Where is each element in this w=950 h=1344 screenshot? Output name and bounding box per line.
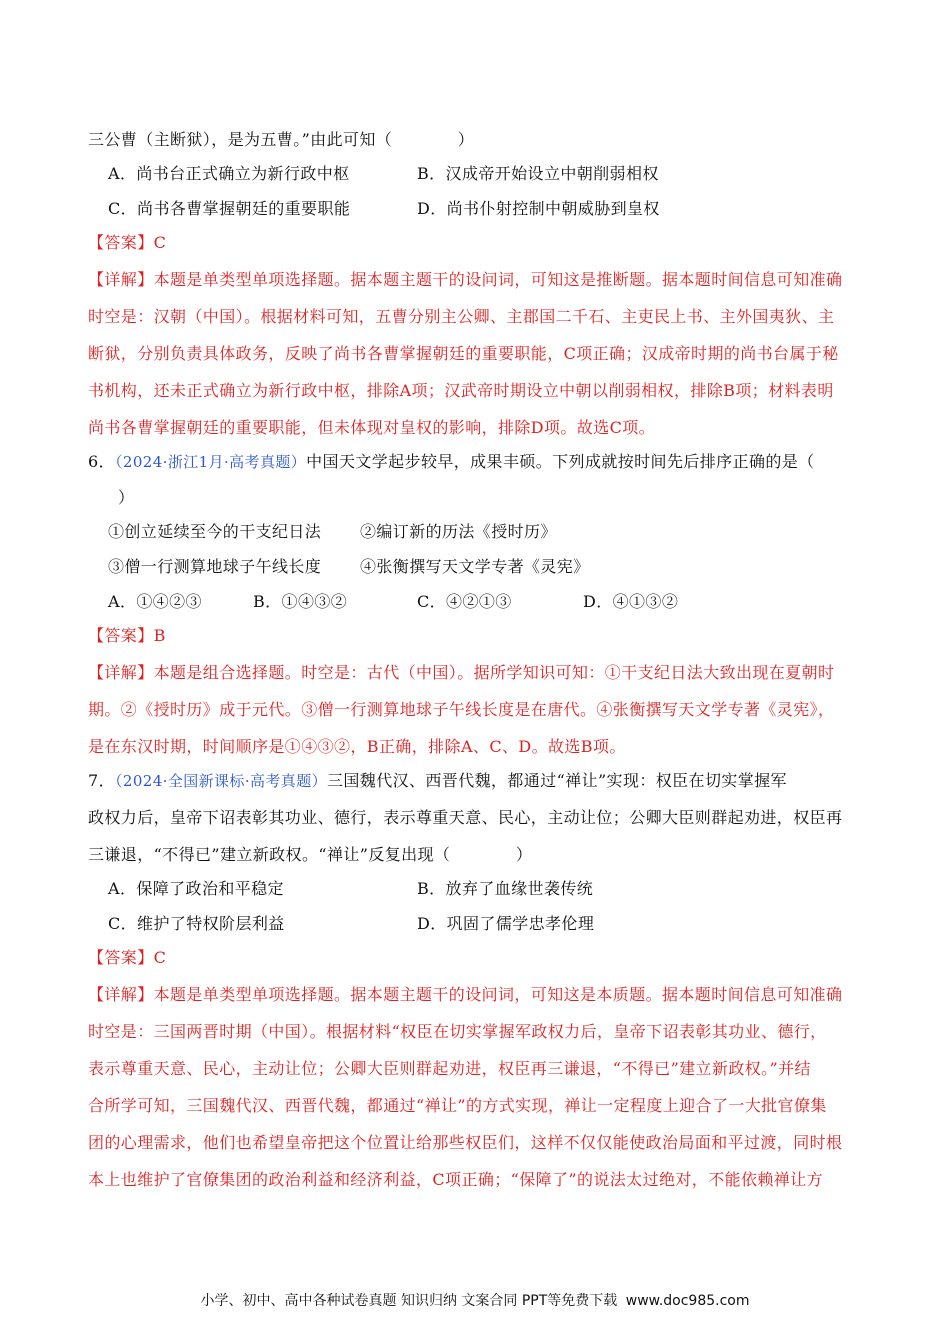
q6-number: 6． <box>88 452 115 471</box>
q5-option-a: A．尚书台正式确立为新行政中枢 <box>108 164 350 183</box>
q5-answer: 【答案】C <box>88 233 167 252</box>
q6-item-2: ②编订新的历法《授时历》 <box>360 522 557 541</box>
q7-detail-line: 本上也维护了官僚集团的政治利益和经济利益，C项正确；“保障了”的说法太过绝对，不能依赖禅让方 <box>88 1170 824 1189</box>
q5-option-b: B．汉成帝开始设立中朝削弱相权 <box>417 164 659 183</box>
q5-option-d: D．尚书仆射控制中朝威胁到皇权 <box>417 199 660 218</box>
q6-item-1: ①创立延续至今的干支纪日法 <box>108 522 322 541</box>
q7-option-d: D．巩固了儒学忠孝伦理 <box>417 914 595 933</box>
q7-stem-line1 <box>88 771 890 791</box>
q7-detail-line: 【详解】本题是单类型单项选择题。据本题主题干的设问词，可知这是本质题。据本题时间信息可知准确 <box>88 985 843 1004</box>
footer-site-link[interactable]: www.doc985.com <box>625 1293 750 1309</box>
q7-detail-line: 合所学可知，三国魏代汉、西晋代魏，都通过“禅让”的方式实现，禅让一定程度上迎合了一大批官僚集 <box>88 1096 827 1115</box>
q7-source: （2024·全国新课标·高考真题） <box>114 772 327 790</box>
q6-source: （2024·浙江1月·高考真题） <box>114 453 307 471</box>
q6-detail-line: 是在东汉时期，时间顺序是①④③②，B正确，排除A、C、D。故选B项。 <box>88 737 626 756</box>
q6-item-3: ③僧一行测算地球子午线长度 <box>108 557 322 576</box>
q6-detail-line: 【详解】本题是组合选择题。时空是：古代（中国）。据所学知识可知：①干支纪日法大致出现在夏朝时 <box>88 663 835 682</box>
q7-detail-line: 表示尊重天意、民心，主动让位；公卿大臣则群起劝进，权臣再三谦退，“不得已”建立新政权。”并结 <box>88 1059 811 1078</box>
q7-detail-line: 团的心理需求，他们也希望皇帝把这个位置让给那些权臣们，这样不仅仅能使政治局面和平过渡，同时根 <box>88 1133 843 1152</box>
q6-stem-close: ） <box>118 488 135 507</box>
q6-item-4: ④张衡撰写天文学专著《灵宪》 <box>360 557 590 576</box>
q5-detail-line: 尚书各曹掌握朝廷的重要职能，但未体现对皇权的影响，排除D项。故选C项。 <box>88 418 656 437</box>
q7-detail-line: 时空是：三国两晋时期（中国）。根据材料“权臣在切实掌握军政权力后，皇帝下诏表彰其功业、德行， <box>88 1022 827 1041</box>
q5-detail-line: 【详解】本题是单类型单项选择题。据本题主题干的设问词，可知这是推断题。据本题时间信息可知准确 <box>88 270 843 289</box>
q5-detail-line: 书机构，还未正式确立为新行政中枢，排除A项；汉武帝时期设立中朝以削弱相权，排除B项；材料表明 <box>88 381 834 400</box>
page-footer <box>0 1290 950 1310</box>
q7-stem-line3: 三谦退，“不得已”建立新政权。“禅让”反复出现（ ） <box>88 845 533 864</box>
q6-option-d: D．④①③② <box>583 592 679 611</box>
q7-option-a: A．保障了政治和平稳定 <box>108 879 284 898</box>
footer-text: 小学、初中、高中各种试卷真题 知识归纳 文案合同 PPT等免费下载 <box>200 1293 618 1309</box>
q6-detail-line: 期。②《授时历》成于元代。③僧一行测算地球子午线长度是在唐代。④张衡撰写天文学专著《灵宪》， <box>88 700 835 719</box>
q7-stem-line2: 政权力后，皇帝下诏表彰其功业、德行，表示尊重天意、民心，主动让位；公卿大臣则群起劝进，权臣再 <box>88 808 843 827</box>
q6-option-b: B．①④③② <box>253 592 348 611</box>
q6-option-c: C．④②①③ <box>417 592 512 611</box>
q7-number: 7． <box>88 771 115 790</box>
q5-detail-line: 断狱，分别负责具体政务，反映了尚书各曹掌握朝廷的重要职能，C项正确；汉成帝时期的尚书台属于秘 <box>88 344 839 363</box>
q7-option-c: C．维护了特权阶层利益 <box>108 914 285 933</box>
q5-stem-tail: 三公曹（主断狱），是为五曹。”由此可知（ ） <box>88 130 475 149</box>
q6-stem-text: 中国天文学起步较早，成果丰硕。下列成就按时间先后排序正确的是（ <box>306 452 815 471</box>
q6-stem <box>88 452 890 472</box>
q7-stem-text: 三国魏代汉、西晋代魏，都通过“禅让”实现：权臣在切实掌握军 <box>327 771 787 790</box>
q5-detail-line: 时空是：汉朝（中国）。根据材料可知，五曹分别主公卿、主郡国二千石、主吏民上书、主外国夷狄、主 <box>88 307 835 326</box>
q7-answer: 【答案】C <box>88 948 167 967</box>
q6-answer: 【答案】B <box>88 626 166 645</box>
q5-option-c: C．尚书各曹掌握朝廷的重要职能 <box>108 199 351 218</box>
q7-option-b: B．放弃了血缘世袭传统 <box>417 879 594 898</box>
q6-option-a: A．①④②③ <box>108 592 202 611</box>
